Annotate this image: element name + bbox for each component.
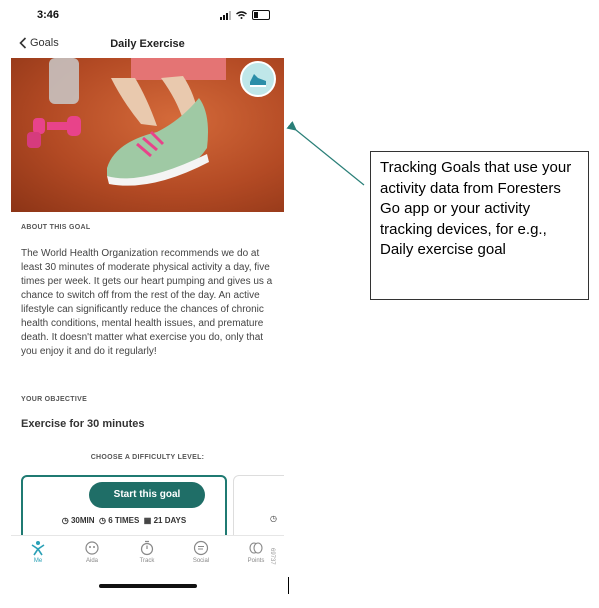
signal-icon [220,11,231,20]
objective-text: Exercise for 30 minutes [21,418,145,430]
callout-box [370,151,589,300]
tab-label: Track [139,558,155,564]
duration-stat: 30MIN [70,516,95,525]
tab-bar [11,535,284,576]
times-stat: 6 TIMES [108,516,140,525]
objective-label: YOUR OBJECTIVE [21,396,88,403]
wifi-icon [236,11,247,19]
back-label: Goals [30,37,59,49]
tab-me[interactable] [18,540,58,564]
page-title: Daily Exercise [110,38,185,50]
shoe-icon [240,61,276,97]
nav-bar [11,34,284,56]
clock-icon: ◷ [61,516,69,525]
text-cursor [288,577,289,594]
about-text: The World Health Organization recommends we do at least 30 minutes of moderate physical activity a day, five times per week. It gets our heart pumping and gives us a chance to switch off from the rest of the day. An active lifestyle can significantly reduce the chances of chronic health conditions, mental health issues, and premature death. It doesn't matter what exercise you do, only that you enjoy it and do it regularly! [21,248,273,357]
phone-screen [11,0,284,600]
chat-icon [193,540,209,556]
stopwatch-icon [139,540,155,556]
home-indicator [99,584,197,588]
tab-label: Points [247,558,265,564]
side-id: 69737 [269,548,275,565]
tab-label: Me [33,558,43,564]
tab-aida[interactable] [72,540,112,564]
tab-social[interactable] [181,540,221,564]
tab-label: Social [192,558,210,564]
goal-stats [23,516,225,525]
callout-text: Tracking Goals that use your activity data from Foresters Go app or your activity tracking devices, for e.g., Daily exercise goal [380,159,572,258]
goal-hero-image [11,58,284,212]
status-time: 3:46 [37,9,60,21]
tab-track[interactable] [127,540,167,564]
days-stat: 21 DAYS [153,516,187,525]
person-icon [30,540,46,556]
start-goal-button[interactable]: Start this goal [89,482,205,508]
repeat-icon: ◷ [99,516,106,525]
status-icons [220,10,270,20]
battery-icon [252,10,270,20]
calendar-icon: ▦ [143,516,152,525]
robot-icon [84,540,100,556]
status-bar [11,0,284,30]
about-label: ABOUT THIS GOAL [21,224,91,231]
tab-label: Aida [85,558,98,564]
clock-icon: ◷ [270,514,277,523]
difficulty-label: CHOOSE A DIFFICULTY LEVEL: [90,454,205,461]
coins-icon [248,540,264,556]
